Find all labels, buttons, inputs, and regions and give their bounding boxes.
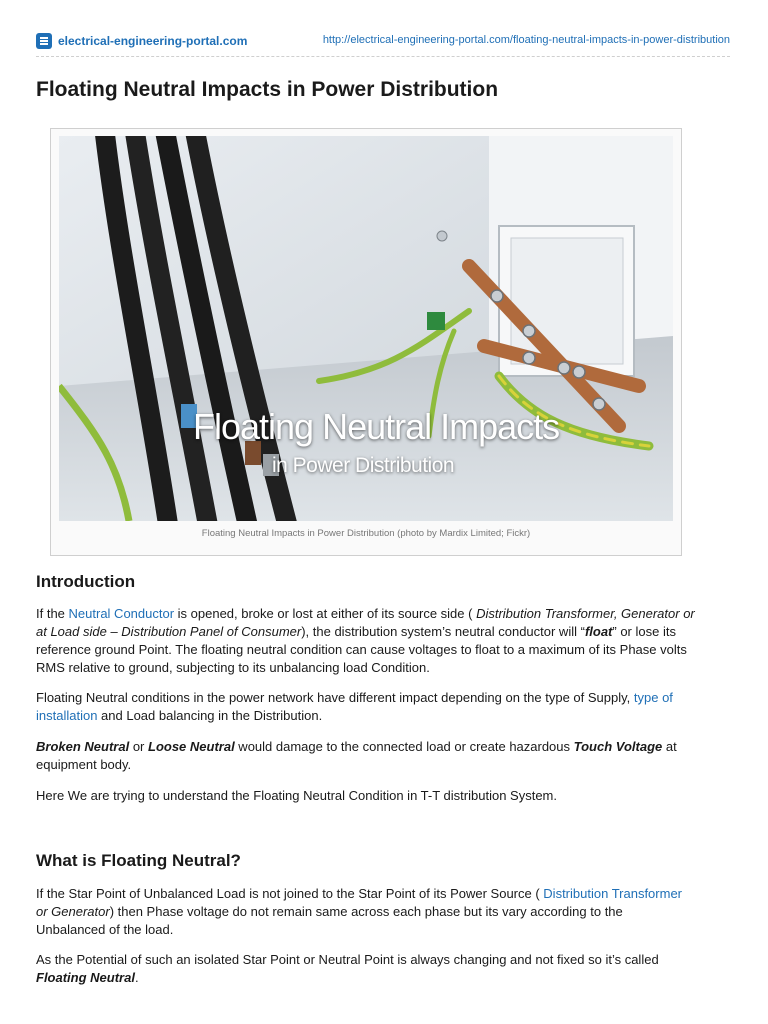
intro-paragraph-4 — [36, 787, 736, 805]
photo-overlay-title: Floating Neutral Impacts — [193, 406, 560, 447]
intro-paragraph-1 — [36, 605, 766, 677]
article-figure — [50, 128, 682, 556]
text-run-bold-italic: Loose Neutral — [148, 739, 235, 754]
text-run: at — [662, 739, 677, 754]
neutral-conductor-link[interactable]: Neutral Conductor — [68, 606, 175, 621]
text-run-italic: at Load side – Distribution Panel of Consumer — [36, 624, 302, 639]
text-run: would damage to the connected load or create hazardous — [234, 739, 574, 754]
text-run-italic: Distribution Transformer, Generator or — [476, 606, 695, 621]
page-header — [36, 33, 730, 51]
page-title: Floating Neutral Impacts in Power Distribution — [36, 78, 499, 101]
text-run-bold-italic: float — [584, 624, 613, 639]
text-run: . — [134, 970, 139, 985]
text-run: As the Potential of such an isolated Star Point or Neutral Point is always changing and not fixed so it’s called — [36, 952, 659, 967]
distribution-transformer-link[interactable]: Distribution Transformer — [543, 886, 683, 901]
section-heading-what-is-floating-neutral: What is Floating Neutral? — [36, 851, 241, 870]
definition-paragraph-1 — [36, 885, 736, 939]
text-run: If the Star Point of Unbalanced Load is not joined to the Star Point of its Power Source ( — [36, 886, 544, 901]
text-run: and Load balancing in the Distribution. — [97, 708, 323, 723]
intro-paragraph-2 — [36, 689, 736, 725]
section-heading-introduction: Introduction — [36, 572, 136, 591]
intro-paragraph-3 — [36, 738, 736, 774]
text-run: ), the distribution system’s neutral conductor will “ — [301, 624, 585, 639]
text-run: is opened, broke or lost at either of its source side ( — [174, 606, 477, 621]
text-run: Floating Neutral conditions in the power network have different impact depending on the type of Supply, — [36, 690, 634, 705]
type-of-installation-link[interactable]: type of — [633, 690, 673, 705]
text-run-bold-italic: Floating Neutral — [36, 970, 135, 985]
site-logo-icon — [36, 33, 52, 49]
photo-overlay-subtitle: in Power Distribution — [272, 454, 455, 477]
text-run: ) then Phase voltage do not remain same across each phase but its vary according to the — [109, 904, 623, 919]
text-run: Here We are trying to understand the Floating Neutral Condition in T-T distribution System. — [36, 788, 557, 803]
text-run: reference ground Point. The floating neutral condition can cause voltages to float to a maximum of its Phase volts — [36, 642, 687, 657]
figure-caption: Floating Neutral Impacts in Power Distribution (photo by Mardix Limited; Fickr) — [201, 528, 531, 539]
article-photo — [59, 136, 673, 521]
text-run: Unbalanced of the load. — [36, 922, 174, 937]
header-divider — [36, 56, 730, 57]
text-run: ” or lose its — [612, 624, 676, 639]
text-run: RMS relative to ground, subjecting to its unbalancing load Condition. — [36, 660, 430, 675]
text-run-bold-italic: Broken Neutral — [36, 739, 130, 754]
text-run: equipment body. — [36, 757, 132, 772]
text-run-bold-italic: Touch Voltage — [573, 739, 663, 754]
text-run: or — [129, 739, 148, 754]
text-run: If the — [36, 606, 69, 621]
site-name-link[interactable]: electrical-engineering-portal.com — [58, 34, 248, 48]
type-of-installation-link-cont[interactable]: installation — [36, 708, 98, 723]
definition-paragraph-2 — [36, 951, 736, 987]
article-url-link[interactable]: http://electrical-engineering-portal.com/floating-neutral-impacts-in-power-distribution — [322, 34, 730, 46]
text-run-italic: or Generator — [36, 904, 110, 919]
